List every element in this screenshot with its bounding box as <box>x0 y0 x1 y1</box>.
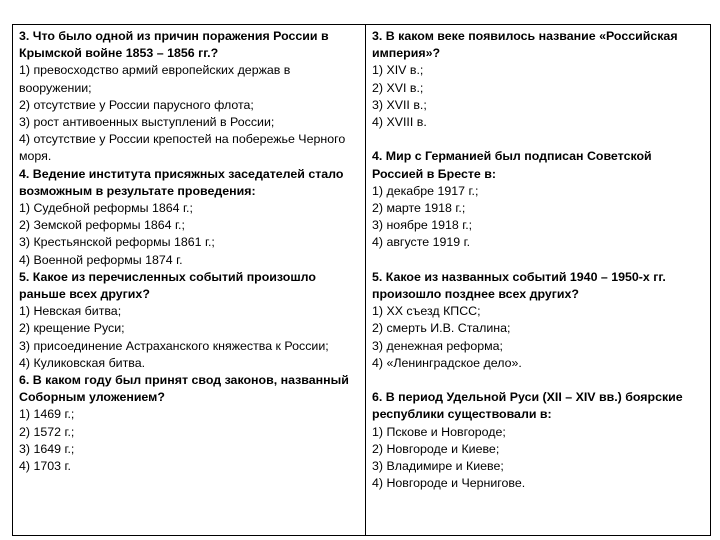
answer-option: 1) 1469 г.; <box>19 407 75 422</box>
spacer <box>372 252 704 269</box>
answer-option: 3) денежная реформа; <box>372 338 503 353</box>
answer-option: 3) Крестьянской реформы 1861 г.; <box>19 235 215 250</box>
left-column <box>13 25 366 535</box>
right-question-3 <box>372 28 704 131</box>
answer-option: 4) Военной реформы 1874 г. <box>19 252 183 267</box>
answer-option: 4) «Ленинградское дело». <box>372 355 522 370</box>
answer-option: 2) отсутствие у России парусного флота; <box>19 97 254 112</box>
question-title: 5. Какое из названных событий 1940 – 1950-х гг. произошло позднее всех других? <box>372 269 666 302</box>
right-question-4 <box>372 148 704 251</box>
left-question-4 <box>19 166 359 269</box>
left-question-5 <box>19 269 359 372</box>
left-question-6 <box>19 372 359 475</box>
question-title: 5. Какое из перечисленных событий произошло раньше всех других? <box>19 269 316 302</box>
answer-option: 4) 1703 г. <box>19 459 71 474</box>
answer-option: 2) 1572 г.; <box>19 424 75 439</box>
answer-option: 1) XIV в.; <box>372 63 424 78</box>
answer-option: 4) Куликовская битва. <box>19 355 146 370</box>
question-title: 4. Мир с Германией был подписан Советской Россией в Бресте в: <box>372 149 652 181</box>
answer-option: 3) ноябре 1918 г.; <box>372 218 473 233</box>
question-title: 3. Что было одной из причин поражения России в Крымской войне 1853 – 1856 гг.? <box>19 29 329 61</box>
answer-option: 3) Владимире и Киеве; <box>372 459 504 474</box>
answer-option: 3) 1649 г.; <box>19 441 75 456</box>
answer-option: 1) XX съезд КПСС; <box>372 304 481 319</box>
quiz-table <box>12 24 711 536</box>
answer-option: 2) Земской реформы 1864 г.; <box>19 218 185 233</box>
left-question-3 <box>19 28 359 166</box>
spacer <box>372 131 704 148</box>
right-column <box>366 25 710 535</box>
answer-option: 1) Пскове и Новгороде; <box>372 424 506 439</box>
answer-option: 2) смерть И.В. Сталина; <box>372 321 511 336</box>
answer-option: 1) Невская битва; <box>19 304 122 319</box>
question-title: 6. В период Удельной Руси (XII – XIV вв.) боярские республики существовали в: <box>372 390 683 422</box>
answer-option: 4) XVIII в. <box>372 115 427 130</box>
answer-option: 4) августе 1919 г. <box>372 235 471 250</box>
answer-option: 1) превосходство армий европейских держав в вооружении; <box>19 63 291 95</box>
answer-option: 1) декабре 1917 г.; <box>372 183 479 198</box>
answer-option: 3) присоединение Астраханского княжества к России; <box>19 338 329 353</box>
answer-option: 3) рост антивоенных выступлений в России; <box>19 115 275 130</box>
answer-option: 4) отсутствие у России крепостей на побережье Черного моря. <box>19 132 346 164</box>
right-question-5 <box>372 269 704 372</box>
answer-option: 1) Судебной реформы 1864 г.; <box>19 201 193 216</box>
right-question-6 <box>372 389 704 492</box>
spacer <box>372 372 704 389</box>
question-title: 3. В каком веке появилось название «Российская империя»? <box>372 29 678 61</box>
answer-option: 2) крещение Руси; <box>19 321 125 336</box>
answer-option: 3) XVII в.; <box>372 97 427 112</box>
answer-option: 2) Новгороде и Киеве; <box>372 441 500 456</box>
question-title: 6. В каком году был принят свод законов, названный Соборным уложением? <box>19 373 349 405</box>
answer-option: 4) Новгороде и Чернигове. <box>372 476 526 491</box>
answer-option: 2) марте 1918 г.; <box>372 201 466 216</box>
answer-option: 2) XVI в.; <box>372 80 424 95</box>
question-title: 4. Ведение института присяжных заседателей стало возможным в результате проведения: <box>19 166 344 198</box>
